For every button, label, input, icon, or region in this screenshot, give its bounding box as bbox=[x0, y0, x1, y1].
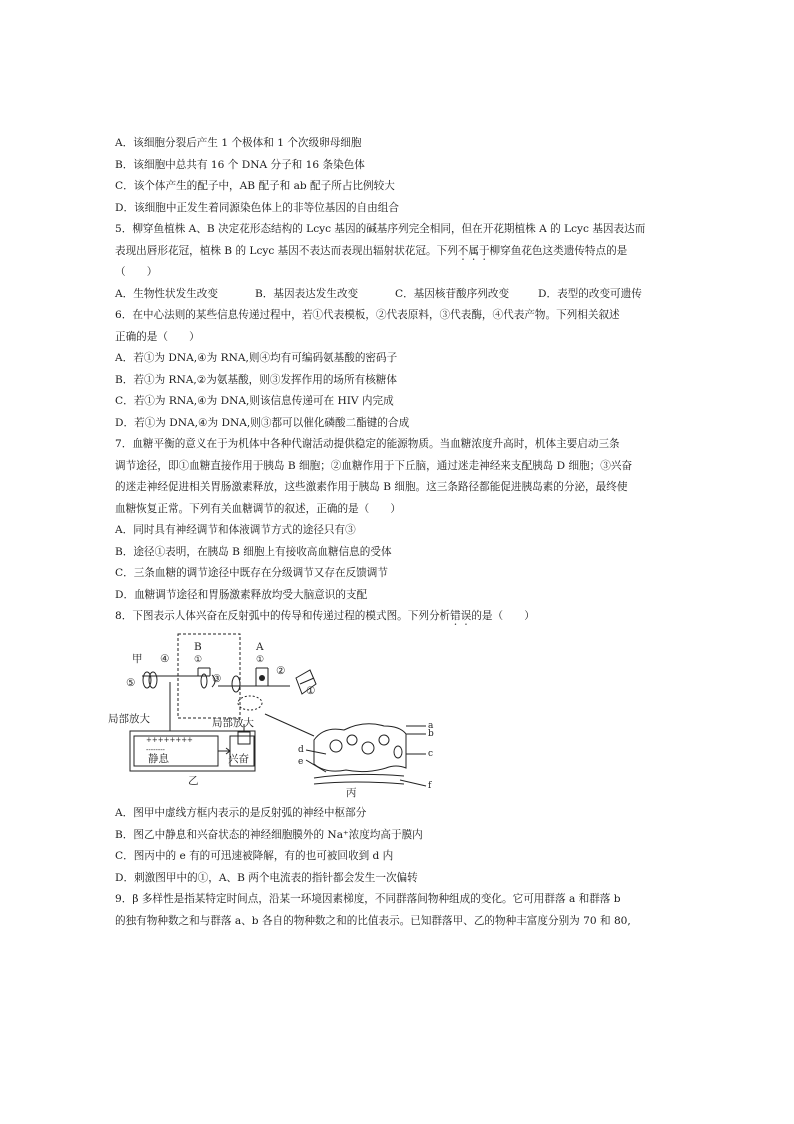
cell-body bbox=[238, 696, 262, 710]
bing-presynaptic bbox=[314, 724, 406, 772]
q5-option-d: D．表型的改变可遗传 bbox=[538, 288, 642, 300]
q7-stem-line3: 的迷走神经促进相关胃肠激素释放，这些激素作用于胰岛 B 细胞。这三条路径都能促进胰岛素的分泌，最终使 bbox=[115, 481, 628, 493]
label-local1: 局部放大 bbox=[108, 713, 150, 725]
q5-stem-line1: 5．柳穿鱼植株 A、B 决定花形态结构的 Lcyc 基因的碱基序列完全相同，但在开花期植株 A 的 Lcyc 基因表达而 bbox=[115, 223, 646, 235]
mitochondrion bbox=[394, 746, 402, 758]
postsynaptic-membrane-2 bbox=[314, 782, 404, 784]
label-line-e bbox=[306, 760, 326, 772]
q8-stem-text-end: 的是（ ） bbox=[471, 610, 535, 622]
q4-option-a: A．该细胞分裂后产生 1 个极体和 1 个次级卵母细胞 bbox=[115, 137, 362, 149]
effector-inner bbox=[300, 678, 314, 684]
vesicle-2 bbox=[347, 735, 357, 745]
receptor-shape-2 bbox=[149, 672, 157, 688]
q8-emphasis: 错误 bbox=[450, 610, 472, 622]
q7-stem-line1: 7．血糖平衡的意义在于为机体中各种代谢活动提供稳定的能源物质。当血糖浓度升高时，机体主要启动三条 bbox=[115, 438, 620, 450]
q8-stem-text: 8．下图表示人体兴奋在反射弧中的传导和传递过程的模式图。下列分析 bbox=[115, 610, 451, 622]
q8-option-b: B．图乙中静息和兴奋状态的神经细胞膜外的 Na⁺浓度均高于膜内 bbox=[115, 829, 423, 841]
label-excite: 兴奋 bbox=[228, 753, 249, 765]
q6-option-c: C．若①为 RNA,④为 DNA,则该信息传递可在 HIV 内完成 bbox=[115, 395, 394, 407]
q8-option-c: C．图丙中的 e 有的可迅速被降解，有的也可被回收到 d 内 bbox=[115, 850, 394, 862]
q7-option-b: B．途径①表明，在胰岛 B 细胞上有接收高血糖信息的受体 bbox=[115, 546, 392, 558]
vesicle-1 bbox=[330, 740, 342, 752]
q8-stem bbox=[115, 609, 535, 628]
label-e-small: e bbox=[298, 757, 304, 767]
synapse-3 bbox=[232, 676, 240, 692]
q8-option-a: A．图甲中虚线方框内表示的是反射弧的神经中枢部分 bbox=[115, 807, 367, 819]
label-n2: ② bbox=[276, 665, 286, 677]
q5-stem-text-end: 柳穿鱼花色这类遗传特点的是 bbox=[489, 245, 628, 257]
postsynaptic-membrane bbox=[314, 774, 404, 778]
q7-option-d: D．血糖调节途径和胃肠激素释放均受大脑意识的支配 bbox=[115, 589, 368, 601]
q6-stem-line2: 正确的是（ ） bbox=[115, 331, 200, 343]
q7-option-c: C．三条血糖的调节途径中既存在分级调节又存在反馈调节 bbox=[115, 567, 388, 579]
q9-stem-line1: 9．β 多样性是指某特定时间点，沿某一环境因素梯度，不同群落间物种组成的变化。它可用群落 a 和群落 b bbox=[115, 893, 621, 905]
q6-option-a: A．若①为 DNA,④为 RNA,则④均有可编码氨基酸的密码子 bbox=[115, 352, 398, 364]
electrode-a-dot bbox=[259, 675, 265, 681]
label-b-small: b bbox=[428, 729, 434, 739]
q5-emphasis: 不属于 bbox=[457, 245, 490, 257]
zoom-line-2 bbox=[265, 714, 314, 736]
label-n5: ⑤ bbox=[126, 677, 136, 689]
vesicle-4 bbox=[379, 735, 389, 745]
label-jia: 甲 bbox=[132, 653, 143, 665]
label-n3: ③ bbox=[212, 673, 222, 685]
q6-option-d: D．若①为 DNA,④为 DNA,则③都可以催化磷酸二酯键的合成 bbox=[115, 417, 410, 429]
label-rest: 静息 bbox=[148, 753, 169, 765]
q8-option-d: D．刺激图甲中的①，A、B 两个电流表的指针都会发生一次偏转 bbox=[115, 872, 418, 884]
q5-stem-text: 表现出唇形花冠，植株 B 的 Lcyc 基因不表达而表现出辐射状花冠。下列 bbox=[115, 245, 458, 257]
yi-zoom-marker bbox=[238, 732, 250, 744]
q7-stem-line2: 调节途径，即①血糖直接作用于胰岛 B 细胞；②血糖作用于下丘脑，通过迷走神经来支配胰岛 D 细胞；③兴奋 bbox=[115, 460, 633, 472]
q7-option-a: A．同时具有神经调节和体液调节方式的途径只有③ bbox=[115, 524, 356, 536]
label-f-small: f bbox=[428, 781, 432, 791]
q5-stem-line2 bbox=[115, 244, 627, 263]
q6-option-b: B．若①为 RNA,②为氨基酸，则③发挥作用的场所有核糖体 bbox=[115, 374, 397, 386]
q4-option-d: D．该细胞中正发生着同源染色体上的非等位基因的自由组合 bbox=[115, 202, 399, 214]
q5-option-a: A．生物性状发生改变 bbox=[115, 288, 218, 300]
q6-stem-line1: 6．在中心法则的某些信息传递过程中，若①代表模板，②代表原料，③代表酶，④代表产物。下列相关叙述 bbox=[115, 309, 620, 321]
label-b: B bbox=[194, 641, 202, 653]
q5-option-b: B．基因表达发生改变 bbox=[255, 288, 359, 300]
label-a-n1: ① bbox=[256, 655, 265, 665]
label-plus: ++++++++ bbox=[146, 736, 193, 744]
q5-answer-paren: （ ） bbox=[115, 266, 158, 278]
q5-options bbox=[115, 287, 642, 301]
label-a-small: a bbox=[428, 721, 434, 731]
label-c-small: c bbox=[428, 749, 434, 759]
label-bing: 丙 bbox=[346, 787, 357, 798]
label-b-n1: ① bbox=[194, 655, 203, 665]
q5-option-c: C．基因核苷酸序列改变 bbox=[395, 288, 510, 300]
label-yi: 乙 bbox=[188, 775, 199, 787]
label-local2: 局部放大 bbox=[212, 717, 254, 729]
label-line-f bbox=[400, 780, 426, 786]
q9-stem-line2: 的独有物种数之和与群落 a、b 各自的物种数之和的比值表示。已知群落甲、乙的物种丰富度分别为 70 和 80, bbox=[115, 915, 631, 927]
q7-stem-line4: 血糖恢复正常。下列有关血糖调节的叙述，正确的是（ ） bbox=[115, 503, 402, 515]
q4-option-b: B．该细胞中总共有 16 个 DNA 分子和 16 条染色体 bbox=[115, 159, 365, 171]
reflex-arc-diagram bbox=[100, 628, 460, 798]
label-a: A bbox=[256, 641, 264, 653]
label-d-small: d bbox=[298, 745, 304, 755]
q4-option-c: C．该个体产生的配子中，AB 配子和 ab 配子所占比例较大 bbox=[115, 180, 395, 192]
label-n1: ① bbox=[306, 685, 316, 697]
label-n4: ④ bbox=[160, 653, 170, 665]
label-line-d bbox=[306, 750, 326, 754]
label-minus: -------- bbox=[146, 746, 165, 754]
vesicle-3 bbox=[362, 742, 374, 754]
